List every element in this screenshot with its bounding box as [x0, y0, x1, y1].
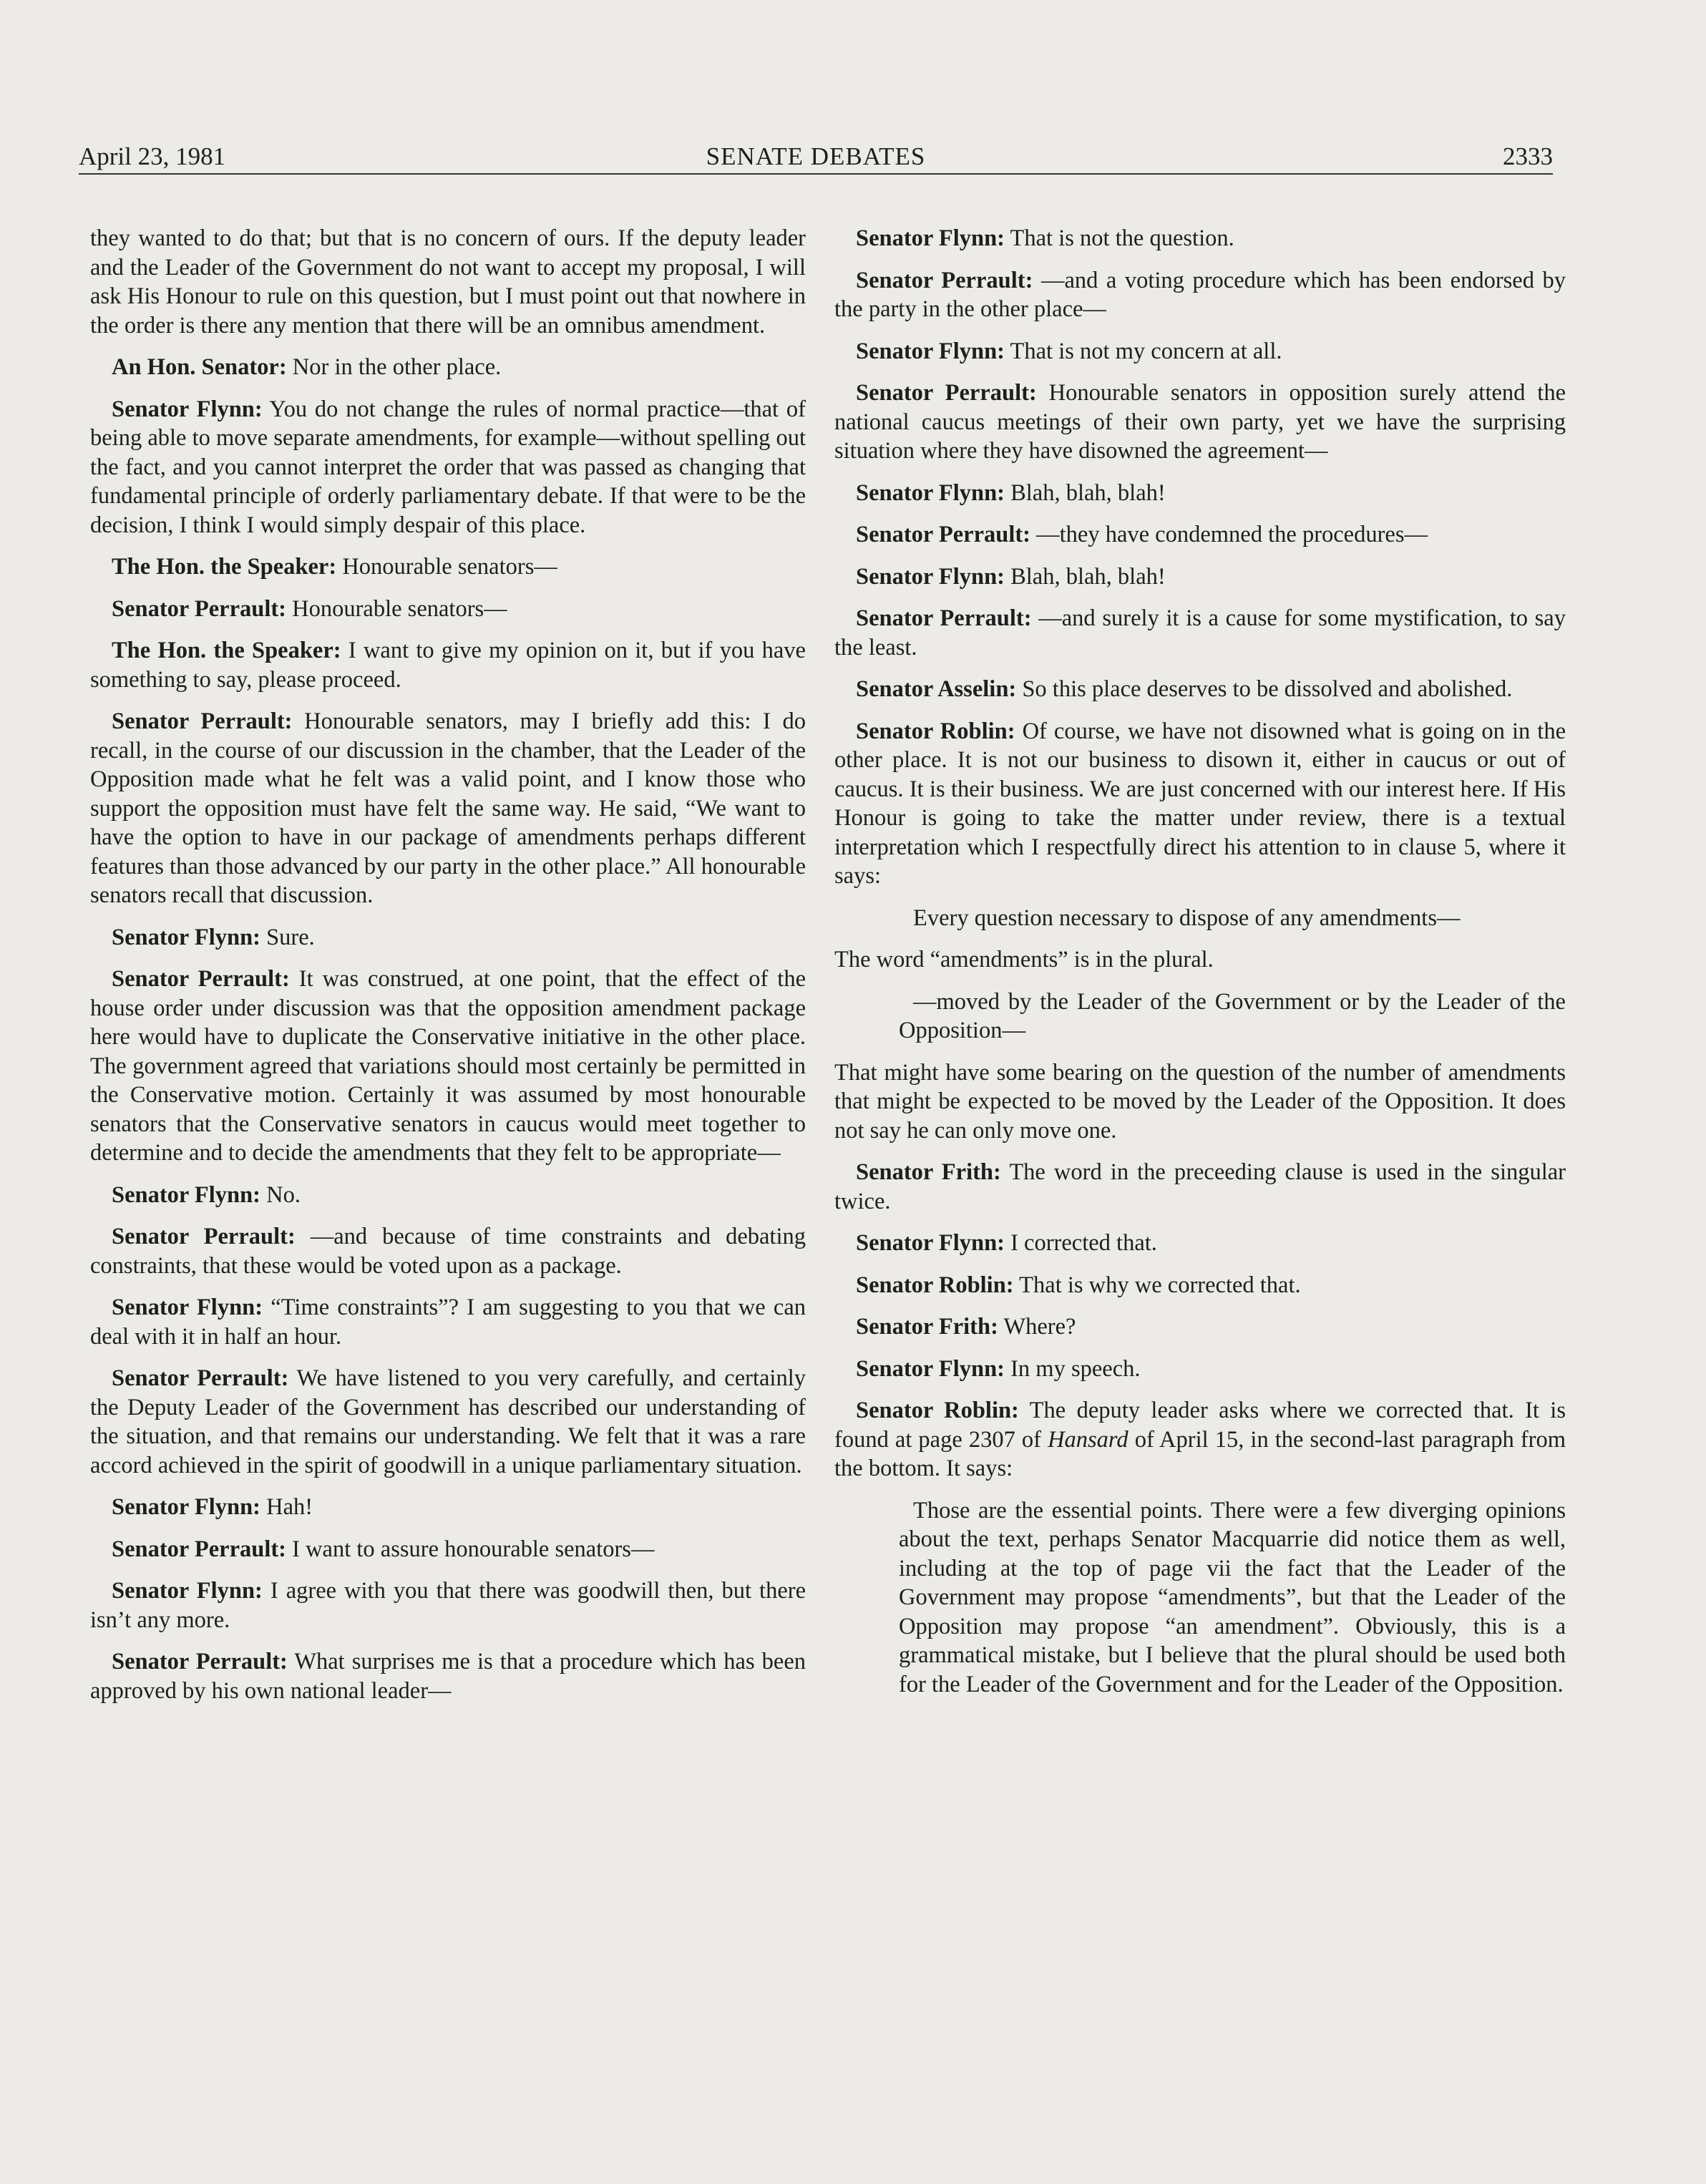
speaker-name: Senator Roblin:	[856, 718, 1015, 744]
paragraph-text: You do not change the rules of normal practice—that of being able to move separate amendments, for example—without spelling out the fact, and you cannot interpret the order that was passed as changing that fundamental principle of orderly parliamentary debate. If that were to be the decision, I think I would simply despair of this place.	[90, 396, 806, 538]
paragraph	[90, 595, 806, 624]
paragraph-text: Blah, blah, blah!	[1010, 479, 1166, 506]
paragraph-text: That is why we corrected that.	[1019, 1272, 1301, 1298]
paragraph	[90, 1222, 806, 1280]
paragraph	[90, 923, 806, 952]
paragraph	[90, 1364, 806, 1480]
paragraph	[90, 1647, 806, 1705]
right-column	[834, 224, 1566, 1712]
paragraph-text: I want to give my opinion on it, but if you have something to say, please proceed.	[90, 638, 806, 693]
paragraph	[90, 636, 806, 694]
paragraph-text: So this place deserves to be dissolved and abolished.	[1022, 676, 1513, 702]
paragraph	[90, 395, 806, 540]
paragraph-text: Honourable senators, may I briefly add this: I do recall, in the course of our discussion in the chamber, that the Leader of the Opposition made what he felt was a valid point, and I know those who support the opposition must have felt the same way. He said, “We want to have the option to have in our package of amendments perhaps different features than those advanced by our party in the other place.” All honourable senators recall that discussion.	[90, 708, 806, 908]
paragraph-text: —and a voting procedure which has been endorsed by the party in the other place—	[834, 267, 1566, 322]
speaker-name: Senator Roblin:	[856, 1272, 1014, 1298]
paragraph-text: No.	[266, 1181, 301, 1208]
paragraph-text: That is not my concern at all.	[1010, 338, 1282, 364]
paragraph-text: Nor in the other place.	[292, 354, 502, 380]
speaker-name: Senator Perrault:	[112, 966, 290, 992]
paragraph-text: —and because of time constraints and debating constraints, that these would be voted upon as a package.	[90, 1224, 806, 1279]
paragraph-text: The word “amendments” is in the plural.	[834, 947, 1214, 972]
speaker-name: Senator Flynn:	[856, 1230, 1005, 1256]
paragraph	[90, 1293, 806, 1351]
paragraph-text: The deputy leader asks where we corrected that. It is found at page 2307 of	[834, 1398, 1566, 1453]
paragraph-text: Honourable senators—	[292, 595, 507, 622]
paragraph-text: In my speech.	[1010, 1355, 1141, 1382]
speaker-name: Senator Flynn:	[112, 924, 260, 950]
speaker-name: Senator Perrault:	[112, 1365, 289, 1391]
paragraph-text: “Time constraints”? I am suggesting to you that we can deal with it in half an hour.	[90, 1295, 806, 1350]
paragraph	[90, 1576, 806, 1634]
speaker-name: Senator Flynn:	[856, 563, 1005, 590]
paragraph-text: Sure.	[266, 924, 315, 950]
speaker-name: An Hon. Senator:	[112, 354, 287, 380]
paragraph	[834, 717, 1566, 891]
speaker-name: Senator Perrault:	[112, 1649, 288, 1674]
speaker-name: Senator Perrault:	[856, 522, 1030, 547]
paragraph	[834, 1396, 1566, 1483]
paragraph	[90, 552, 806, 582]
speaker-name: Senator Perrault:	[112, 1536, 286, 1562]
paragraph-text: That is not the question.	[1010, 225, 1234, 251]
paragraph-text: I corrected that.	[1010, 1230, 1157, 1256]
paragraph	[90, 353, 806, 382]
publication-title: Hansard	[1048, 1426, 1129, 1453]
paragraph-text: I want to assure honourable senators—	[292, 1536, 655, 1562]
paragraph-text: Of course, we have not disowned what is going on in the other place. It is not our business to disown it, either in caucus or out of caucus. It is their business. We are just concerned with our interest here. If His Honour is going to take the matter under review, there is a textual interpretation which I respectfully direct his attention to in clause 5, where it says:	[834, 718, 1566, 889]
paragraph-text: Blah, blah, blah!	[1010, 563, 1166, 590]
paragraph	[834, 1312, 1566, 1342]
paragraph-text: What surprises me is that a procedure which has been approved by his own national leader—	[90, 1649, 806, 1704]
paragraph	[90, 1535, 806, 1564]
speaker-name: Senator Flynn:	[856, 225, 1005, 251]
block-quote: Those are the essential points. There were a few diverging opinions about the text, perhaps Senator Macquarrie did notice them as well, including at the top of page vii the fact that the Leader of the Government may propose “amendments”, but that the Leader of the Opposition may propose “an amendment”. Obviously, this is a grammatical mistake, but I believe that the plural should be used both for the Leader of the Government and for the Leader of the Opposition.	[899, 1497, 1566, 1697]
speaker-name: Senator Flynn:	[856, 338, 1005, 364]
page-header	[79, 140, 1553, 175]
paragraph	[834, 1355, 1566, 1384]
speaker-name: Senator Perrault:	[112, 1224, 296, 1249]
speaker-name: Senator Perrault:	[112, 708, 293, 734]
speaker-name: Senator Perrault:	[856, 605, 1032, 631]
paragraph	[90, 1181, 806, 1210]
header-date: April 23, 1981	[79, 142, 226, 170]
paragraph	[90, 1493, 806, 1522]
paragraph	[834, 1229, 1566, 1258]
speaker-name: Senator Roblin:	[856, 1398, 1019, 1423]
paragraph-text: We have listened to you very carefully, and certainly the Deputy Leader of the Government has described our understanding of the situation, and that remains our understanding. We felt that it was a rare accord achieved in the spirit of goodwill in a unique parliamentary situation.	[90, 1365, 806, 1478]
speaker-name: Senator Asselin:	[856, 676, 1017, 702]
paragraph	[834, 379, 1566, 466]
speaker-name: The Hon. the Speaker:	[112, 554, 337, 580]
block-quote: Every question necessary to dispose of any amendments—	[913, 905, 1461, 931]
speaker-name: Senator Perrault:	[856, 380, 1037, 406]
paragraph-text: Where?	[1003, 1314, 1076, 1340]
paragraph	[834, 479, 1566, 508]
paragraph	[834, 675, 1566, 704]
paragraph	[834, 266, 1566, 324]
speaker-name: Senator Frith:	[856, 1159, 1001, 1185]
paragraph-text: they wanted to do that; but that is no concern of ours. If the deputy leader and the Leader of the Government do not want to accept my proposal, I will ask His Honour to rule on this question, but I must point out that nowhere in the order is there any mention that there will be an omnibus amendment.	[90, 225, 806, 338]
paragraph-text: —and surely it is a cause for some mystification, to say the least.	[834, 605, 1566, 660]
paragraph-text: Honourable senators in opposition surely attend the national caucus meetings of their own party, yet we have the surprising situation where they have disowned the agreement—	[834, 380, 1566, 464]
speaker-name: Senator Frith:	[856, 1314, 998, 1340]
paragraph	[834, 520, 1566, 550]
speaker-name: Senator Flynn:	[856, 479, 1005, 506]
paragraph	[834, 562, 1566, 592]
speaker-name: Senator Flynn:	[856, 1355, 1005, 1382]
speaker-name: Senator Perrault:	[856, 267, 1033, 293]
speaker-name: Senator Flynn:	[112, 396, 263, 422]
speaker-name: Senator Flynn:	[112, 1578, 263, 1604]
paragraph-text: Hah!	[266, 1494, 313, 1520]
header-title: SENATE DEBATES	[706, 142, 926, 170]
paragraph-text: I agree with you that there was goodwill then, but there isn’t any more.	[90, 1578, 806, 1633]
paragraph	[834, 604, 1566, 662]
speaker-name: Senator Flynn:	[112, 1295, 263, 1320]
page-number: 2333	[1503, 142, 1553, 170]
paragraph	[90, 707, 806, 910]
left-column	[90, 224, 806, 1718]
speaker-name: The Hon. the Speaker:	[112, 638, 341, 663]
paragraph	[834, 337, 1566, 366]
paragraph-text: That might have some bearing on the question of the number of amendments that might be expected to be moved by the Leader of the Opposition. It does not say he can only move one.	[834, 1059, 1566, 1144]
speaker-name: Senator Flynn:	[112, 1181, 260, 1208]
block-quote: —moved by the Leader of the Government or by the Leader of the Opposition—	[899, 988, 1566, 1043]
paragraph	[90, 965, 806, 1168]
paragraph-text: —they have condemned the procedures—	[1036, 522, 1428, 547]
paragraph-text: It was construed, at one point, that the effect of the house order under discussion was that the opposition amendment package here would have to duplicate the Conservative initiative in the other place. The government agreed that variations should most certainly be permitted in the Conservative motion. Certainly it was assumed by most honourable senators that the Conservative senators in caucus would meet together to determine and to decide the amendments that they felt to be appropriate—	[90, 966, 806, 1166]
paragraph-text: Honourable senators—	[342, 554, 557, 580]
paragraph	[834, 224, 1566, 253]
paragraph-text: of April 15, in the second-last paragraph from the bottom. It says:	[834, 1426, 1566, 1481]
speaker-name: Senator Perrault:	[112, 595, 286, 622]
paragraph	[90, 224, 806, 340]
paragraph	[834, 1158, 1566, 1216]
paragraph-text: The word in the preceeding clause is used in the singular twice.	[834, 1159, 1566, 1214]
speaker-name: Senator Flynn:	[112, 1494, 260, 1520]
paragraph	[834, 1271, 1566, 1300]
